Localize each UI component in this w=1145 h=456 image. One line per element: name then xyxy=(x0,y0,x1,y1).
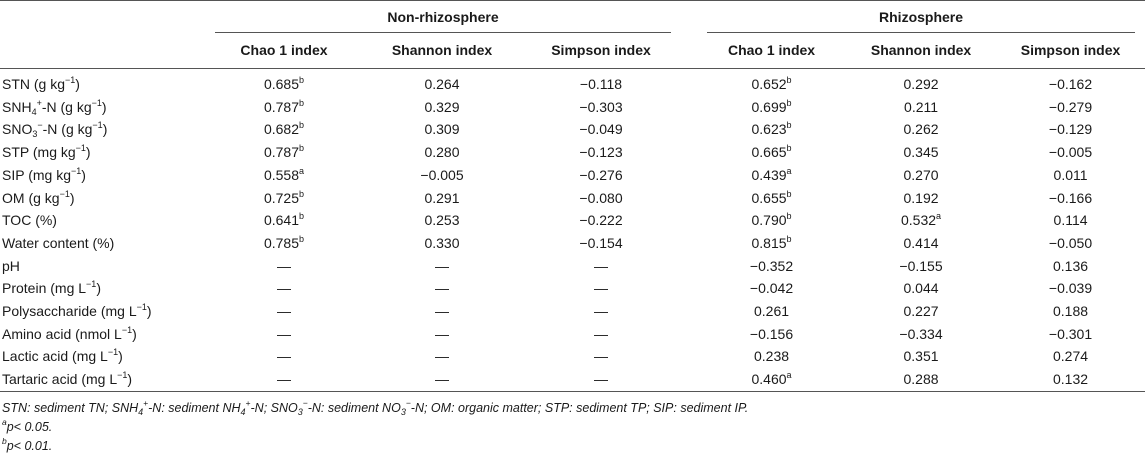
significance-mark: b xyxy=(786,143,792,154)
table-cell: — xyxy=(435,280,449,297)
table-cell: 0.044 xyxy=(903,280,939,297)
table-cell: — xyxy=(594,280,609,297)
table-cell: 0.699$^b$ xyxy=(751,97,792,115)
superscript: −1 xyxy=(75,143,86,154)
table-cell: 0.652$^b$ xyxy=(751,75,792,92)
column-header: Chao 1 index xyxy=(697,33,846,69)
table-row xyxy=(0,69,1145,96)
row-label xyxy=(0,368,205,391)
table-cell: 0.815$^b$ xyxy=(751,233,792,251)
table-row xyxy=(0,141,1145,164)
table-cell: −0.005 xyxy=(420,166,464,183)
table-cell: 0.439$^a$ xyxy=(751,165,792,183)
column-header: Chao 1 index xyxy=(205,33,363,69)
row-label xyxy=(0,164,205,187)
significance-mark: b xyxy=(786,233,792,244)
table-cell: 0.262 xyxy=(903,121,939,138)
table-cell: 0.188 xyxy=(1053,303,1089,320)
table-cell: 0.641$^b$ xyxy=(263,211,305,229)
table-cell: — xyxy=(277,257,291,274)
superscript: − xyxy=(302,397,308,408)
label-text: ) xyxy=(75,76,80,92)
table-cell: — xyxy=(594,325,609,342)
table-row xyxy=(0,345,1145,368)
significance-mark: b xyxy=(299,211,305,222)
label-text: -N: sediment NH xyxy=(148,400,241,415)
table-cell: — xyxy=(435,257,449,274)
label-text: pH xyxy=(2,257,20,274)
table-cell: 0.558$^a$ xyxy=(263,165,305,183)
label-text: ) xyxy=(146,303,152,320)
table-cell: 0.253 xyxy=(424,212,460,229)
significance-mark: b xyxy=(786,211,792,222)
table-notes xyxy=(0,399,1145,456)
column-header: Shannon index xyxy=(363,33,521,69)
table-cell: −0.154 xyxy=(579,234,623,251)
table-cell: 0.238 xyxy=(754,348,790,365)
superscript: −1 xyxy=(59,188,70,199)
table-cell: −0.049 xyxy=(579,121,623,138)
table-cell: −0.118 xyxy=(579,76,623,92)
significance-mark: b xyxy=(299,97,305,108)
table-cell: 0.685$^b$ xyxy=(263,75,305,92)
subscript: 4 xyxy=(240,406,246,417)
label-text: STN (g kg xyxy=(2,76,66,92)
label-text: ) xyxy=(96,280,101,297)
table-row xyxy=(0,277,1145,300)
significance-mark: a xyxy=(786,370,792,381)
label-text: SNO xyxy=(2,121,33,138)
table-cell: −0.050 xyxy=(1048,234,1093,251)
subscript: 3 xyxy=(32,129,38,140)
table-cell: −0.156 xyxy=(749,325,794,342)
label-text: Amino acid (nmol L xyxy=(2,325,122,342)
table-cell: −0.005 xyxy=(1048,144,1093,161)
table-cell: — xyxy=(205,368,363,391)
subscript: 3 xyxy=(400,406,406,417)
table-cell: 0.787$^b$ xyxy=(263,143,305,161)
table-row xyxy=(0,255,1145,278)
label-text: Protein (mg L xyxy=(2,280,87,297)
significance-mark: b xyxy=(786,120,792,131)
superscript: −1 xyxy=(65,75,76,85)
label-text: Lactic acid (mg L xyxy=(2,348,108,365)
significance-mark: a xyxy=(299,165,305,176)
label-text: ) xyxy=(81,166,86,183)
table-cell: — xyxy=(521,368,681,391)
table-row xyxy=(0,96,1145,119)
row-label xyxy=(0,96,205,119)
table-cell: 0.227 xyxy=(903,303,939,320)
table-cell: 0.274 xyxy=(1053,348,1089,365)
label-text: ) xyxy=(85,144,91,161)
table-cell: −0.276 xyxy=(579,166,623,183)
table-cell: −0.279 xyxy=(1048,98,1093,115)
superscript: + xyxy=(36,97,42,108)
superscript: −1 xyxy=(71,165,82,176)
label-text: STN: sediment TN; SNH xyxy=(2,400,139,415)
superscript: −1 xyxy=(107,347,119,358)
table-cell: −0.162 xyxy=(1048,76,1093,92)
table-cell: — xyxy=(435,348,449,365)
label-text: ) xyxy=(127,371,133,388)
label-text: SNH xyxy=(2,98,32,115)
label-text: -N (g kg xyxy=(42,121,93,138)
table-cell: 0.787$^b$ xyxy=(263,97,305,115)
table-cell: — xyxy=(363,368,521,391)
row-label xyxy=(0,69,205,96)
superscript: + xyxy=(143,397,149,408)
superscript: −1 xyxy=(117,370,128,381)
footnote-b: $^b$p< 0.01. xyxy=(2,435,53,453)
footnote-a: $^a$p< 0.05. xyxy=(2,416,53,434)
significance-mark: b xyxy=(299,143,305,154)
table-cell: −0.301 xyxy=(1048,325,1093,342)
table-row xyxy=(0,187,1145,210)
table-cell: 0.655$^b$ xyxy=(751,188,792,206)
table-cell: −0.123 xyxy=(579,144,623,161)
superscript: −1 xyxy=(86,279,97,290)
group-header-non-rhizosphere: Non-rhizosphere xyxy=(205,1,681,34)
table-row xyxy=(0,300,1145,323)
superscript: −1 xyxy=(92,120,103,131)
row-label xyxy=(0,345,205,368)
significance-mark: b xyxy=(299,233,305,244)
table-cell: −0.155 xyxy=(899,257,943,274)
superscript: − xyxy=(405,397,411,408)
column-header: Shannon index xyxy=(846,33,996,69)
table-cell: 0.345 xyxy=(903,144,939,161)
superscript: −1 xyxy=(91,97,102,108)
label-text: ) xyxy=(101,98,107,115)
label-text: OM (g kg xyxy=(2,189,60,206)
row-label xyxy=(0,118,205,141)
significance-mark: b xyxy=(786,75,792,85)
table-cell: −0.352 xyxy=(749,257,794,274)
table-cell: 0.211 xyxy=(904,98,939,115)
table-row xyxy=(0,323,1145,346)
label-text: TOC (%) xyxy=(2,212,57,229)
table-cell: 0.270 xyxy=(903,166,939,183)
table-cell: 0.532$^a$ xyxy=(901,211,942,229)
label-text: Tartaric acid (mg L xyxy=(2,371,118,388)
significance-mark: b xyxy=(786,97,792,108)
table-row xyxy=(0,118,1145,141)
row-label xyxy=(0,277,205,300)
table-row xyxy=(0,164,1145,187)
significance-mark: a xyxy=(936,211,942,222)
table-cell: −0.042 xyxy=(749,280,794,297)
table-cell: — xyxy=(594,303,609,320)
table-cell: 0.309 xyxy=(424,121,460,138)
row-label xyxy=(0,141,205,164)
table-cell: — xyxy=(277,280,291,297)
table-cell: 0.682$^b$ xyxy=(263,120,305,138)
table-cell: 0.292 xyxy=(903,76,939,92)
table-cell: −0.039 xyxy=(1048,280,1093,297)
label-text: ) xyxy=(132,325,137,342)
table-cell: — xyxy=(594,257,609,274)
column-header: Simpson index xyxy=(521,33,681,69)
table-cell: — xyxy=(594,348,609,365)
table-cell: 0.261 xyxy=(754,303,790,320)
table-cell: — xyxy=(435,325,449,342)
table-row xyxy=(0,209,1145,232)
table-cell: −0.334 xyxy=(899,325,943,342)
label-text: ) xyxy=(118,348,123,365)
row-label xyxy=(0,209,205,232)
table-cell: — xyxy=(277,325,291,342)
label-text: ) xyxy=(69,189,75,206)
column-header-row xyxy=(0,33,1145,69)
table-cell: 0.192 xyxy=(903,189,939,206)
table-cell: — xyxy=(277,303,291,320)
table-cell: 0.665$^b$ xyxy=(751,143,792,161)
table-cell: 0.725$^b$ xyxy=(263,188,305,206)
table-cell: −0.303 xyxy=(579,98,623,115)
label-text: -N; OM: organic matter; STP: sediment TP; SIP: sediment IP. xyxy=(410,400,749,415)
label-text: -N: sediment NO xyxy=(307,400,401,415)
table-cell: 0.414 xyxy=(903,234,939,251)
table-cell: — xyxy=(277,348,291,365)
table-cell: 0.011 xyxy=(1053,166,1088,183)
label-text: -N; SNO xyxy=(250,400,298,415)
table-cell: 0.623$^b$ xyxy=(751,120,792,138)
row-label xyxy=(0,255,205,278)
significance-mark: b xyxy=(299,75,305,85)
table-row xyxy=(0,232,1145,255)
superscript: −1 xyxy=(136,302,147,313)
table-cell: 0.291 xyxy=(424,189,460,206)
significance-mark: a xyxy=(786,165,792,176)
group-header-row xyxy=(0,1,1145,34)
table-row xyxy=(0,368,1145,391)
subscript: 3 xyxy=(297,406,303,417)
label-text: STP (mg kg xyxy=(2,144,76,161)
significance-mark: b xyxy=(299,188,305,199)
group-header-rhizosphere: Rhizosphere xyxy=(697,1,1145,34)
table-body xyxy=(0,69,1145,392)
label-text: Polysaccharide (mg L xyxy=(2,303,137,320)
table-cell: −0.222 xyxy=(579,212,623,229)
table-cell: 0.460$^a$ xyxy=(697,368,846,391)
subscript: 4 xyxy=(138,406,144,417)
row-label xyxy=(0,232,205,255)
superscript: − xyxy=(37,120,43,131)
table-cell: 0.136 xyxy=(1053,257,1089,274)
table-cell: 0.132 xyxy=(996,368,1145,391)
significance-mark: b xyxy=(299,120,305,131)
table-cell: 0.351 xyxy=(903,348,939,365)
table-cell: 0.785$^b$ xyxy=(263,233,305,251)
label-text: ) xyxy=(102,121,108,138)
table-cell: 0.330 xyxy=(424,234,460,251)
row-label xyxy=(0,187,205,210)
table-cell: 0.288 xyxy=(846,368,996,391)
label-text: SIP (mg kg xyxy=(2,166,71,183)
table-cell: −0.129 xyxy=(1048,121,1093,138)
label-text: -N (g kg xyxy=(41,98,92,115)
table-cell: 0.329 xyxy=(424,98,460,115)
row-label xyxy=(0,300,205,323)
column-header: Simpson index xyxy=(996,33,1145,69)
row-label xyxy=(0,323,205,346)
subscript: 4 xyxy=(31,106,37,117)
superscript: + xyxy=(245,397,251,408)
table-cell: −0.080 xyxy=(579,189,623,206)
abbreviations-note xyxy=(2,399,1145,418)
label-text: Water content (%) xyxy=(2,234,115,251)
table-cell: −0.166 xyxy=(1048,189,1093,206)
table-cell: 0.114 xyxy=(1053,212,1088,229)
superscript: −1 xyxy=(121,324,133,335)
table-cell: 0.790$^b$ xyxy=(751,211,792,229)
significance-mark: b xyxy=(786,188,792,199)
table-cell: 0.280 xyxy=(424,144,460,161)
table-cell: — xyxy=(435,303,449,320)
table-cell: 0.264 xyxy=(424,76,460,92)
